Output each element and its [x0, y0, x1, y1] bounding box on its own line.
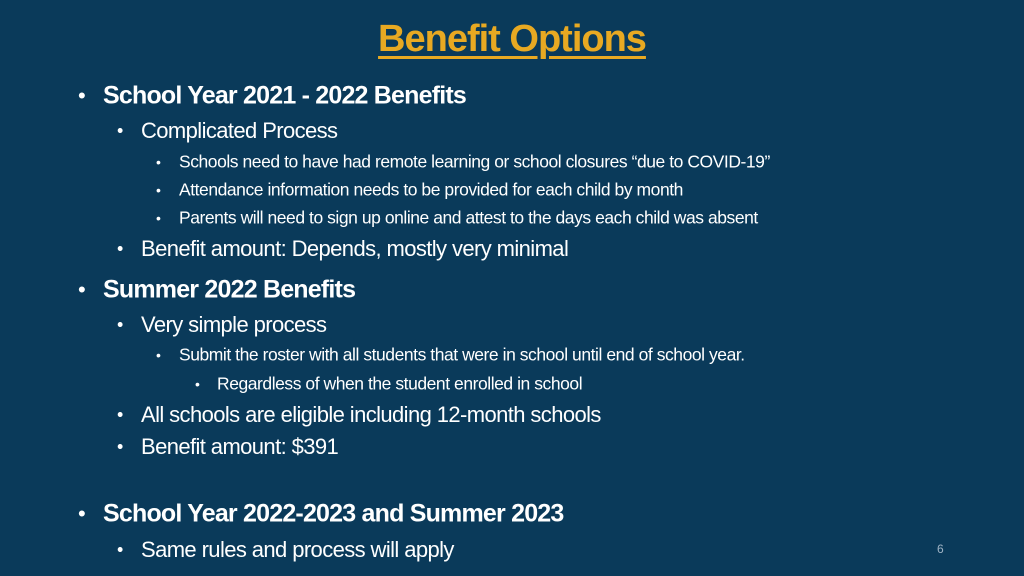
bullet-item-level-3: Submit the roster with all students that were in school until end of school year.	[179, 344, 745, 365]
bullet-icon: •	[156, 154, 161, 170]
bullet-item-level-2: Very simple process	[141, 312, 327, 337]
bullet-icon: •	[117, 120, 124, 141]
bullet-item-level-2: Complicated Process	[141, 118, 338, 143]
bullet-icon: •	[117, 436, 124, 457]
bullet-icon: •	[156, 182, 161, 198]
bullet-icon: •	[78, 277, 86, 302]
bullet-icon: •	[117, 404, 124, 425]
bullet-item-level-2: Benefit amount: Depends, mostly very minimal	[141, 236, 569, 261]
bullet-item-level-3: Schools need to have had remote learning or school closures “due to COVID-19”	[179, 151, 770, 172]
bullet-item-level-2: Benefit amount: $391	[141, 434, 339, 459]
bullet-icon: •	[195, 376, 200, 392]
bullet-icon: •	[78, 83, 86, 108]
bullet-item-level-4: Regardless of when the student enrolled in school	[217, 373, 583, 394]
bullet-icon: •	[117, 238, 124, 259]
bullet-icon: •	[117, 314, 124, 335]
bullet-item-level-1: School Year 2021 - 2022 Benefits	[103, 81, 467, 110]
bullet-item-level-2: All schools are eligible including 12-month schools	[141, 402, 601, 427]
bullet-icon: •	[78, 501, 86, 526]
bullet-icon: •	[156, 347, 161, 363]
slide-title-text: Benefit Options	[378, 18, 646, 60]
bullet-icon: •	[117, 539, 124, 560]
bullet-item-level-3: Attendance information needs to be provided for each child by month	[179, 179, 683, 200]
bullet-item-level-1: Summer 2022 Benefits	[103, 275, 356, 304]
bullet-item-level-1: School Year 2022-2023 and Summer 2023	[103, 499, 564, 528]
bullet-item-level-2: Same rules and process will apply	[141, 537, 454, 562]
bullet-icon: •	[156, 210, 161, 226]
slide-title	[0, 18, 1024, 61]
bullet-item-level-3: Parents will need to sign up online and attest to the days each child was absent	[179, 207, 758, 228]
page-number: 6	[937, 542, 944, 556]
